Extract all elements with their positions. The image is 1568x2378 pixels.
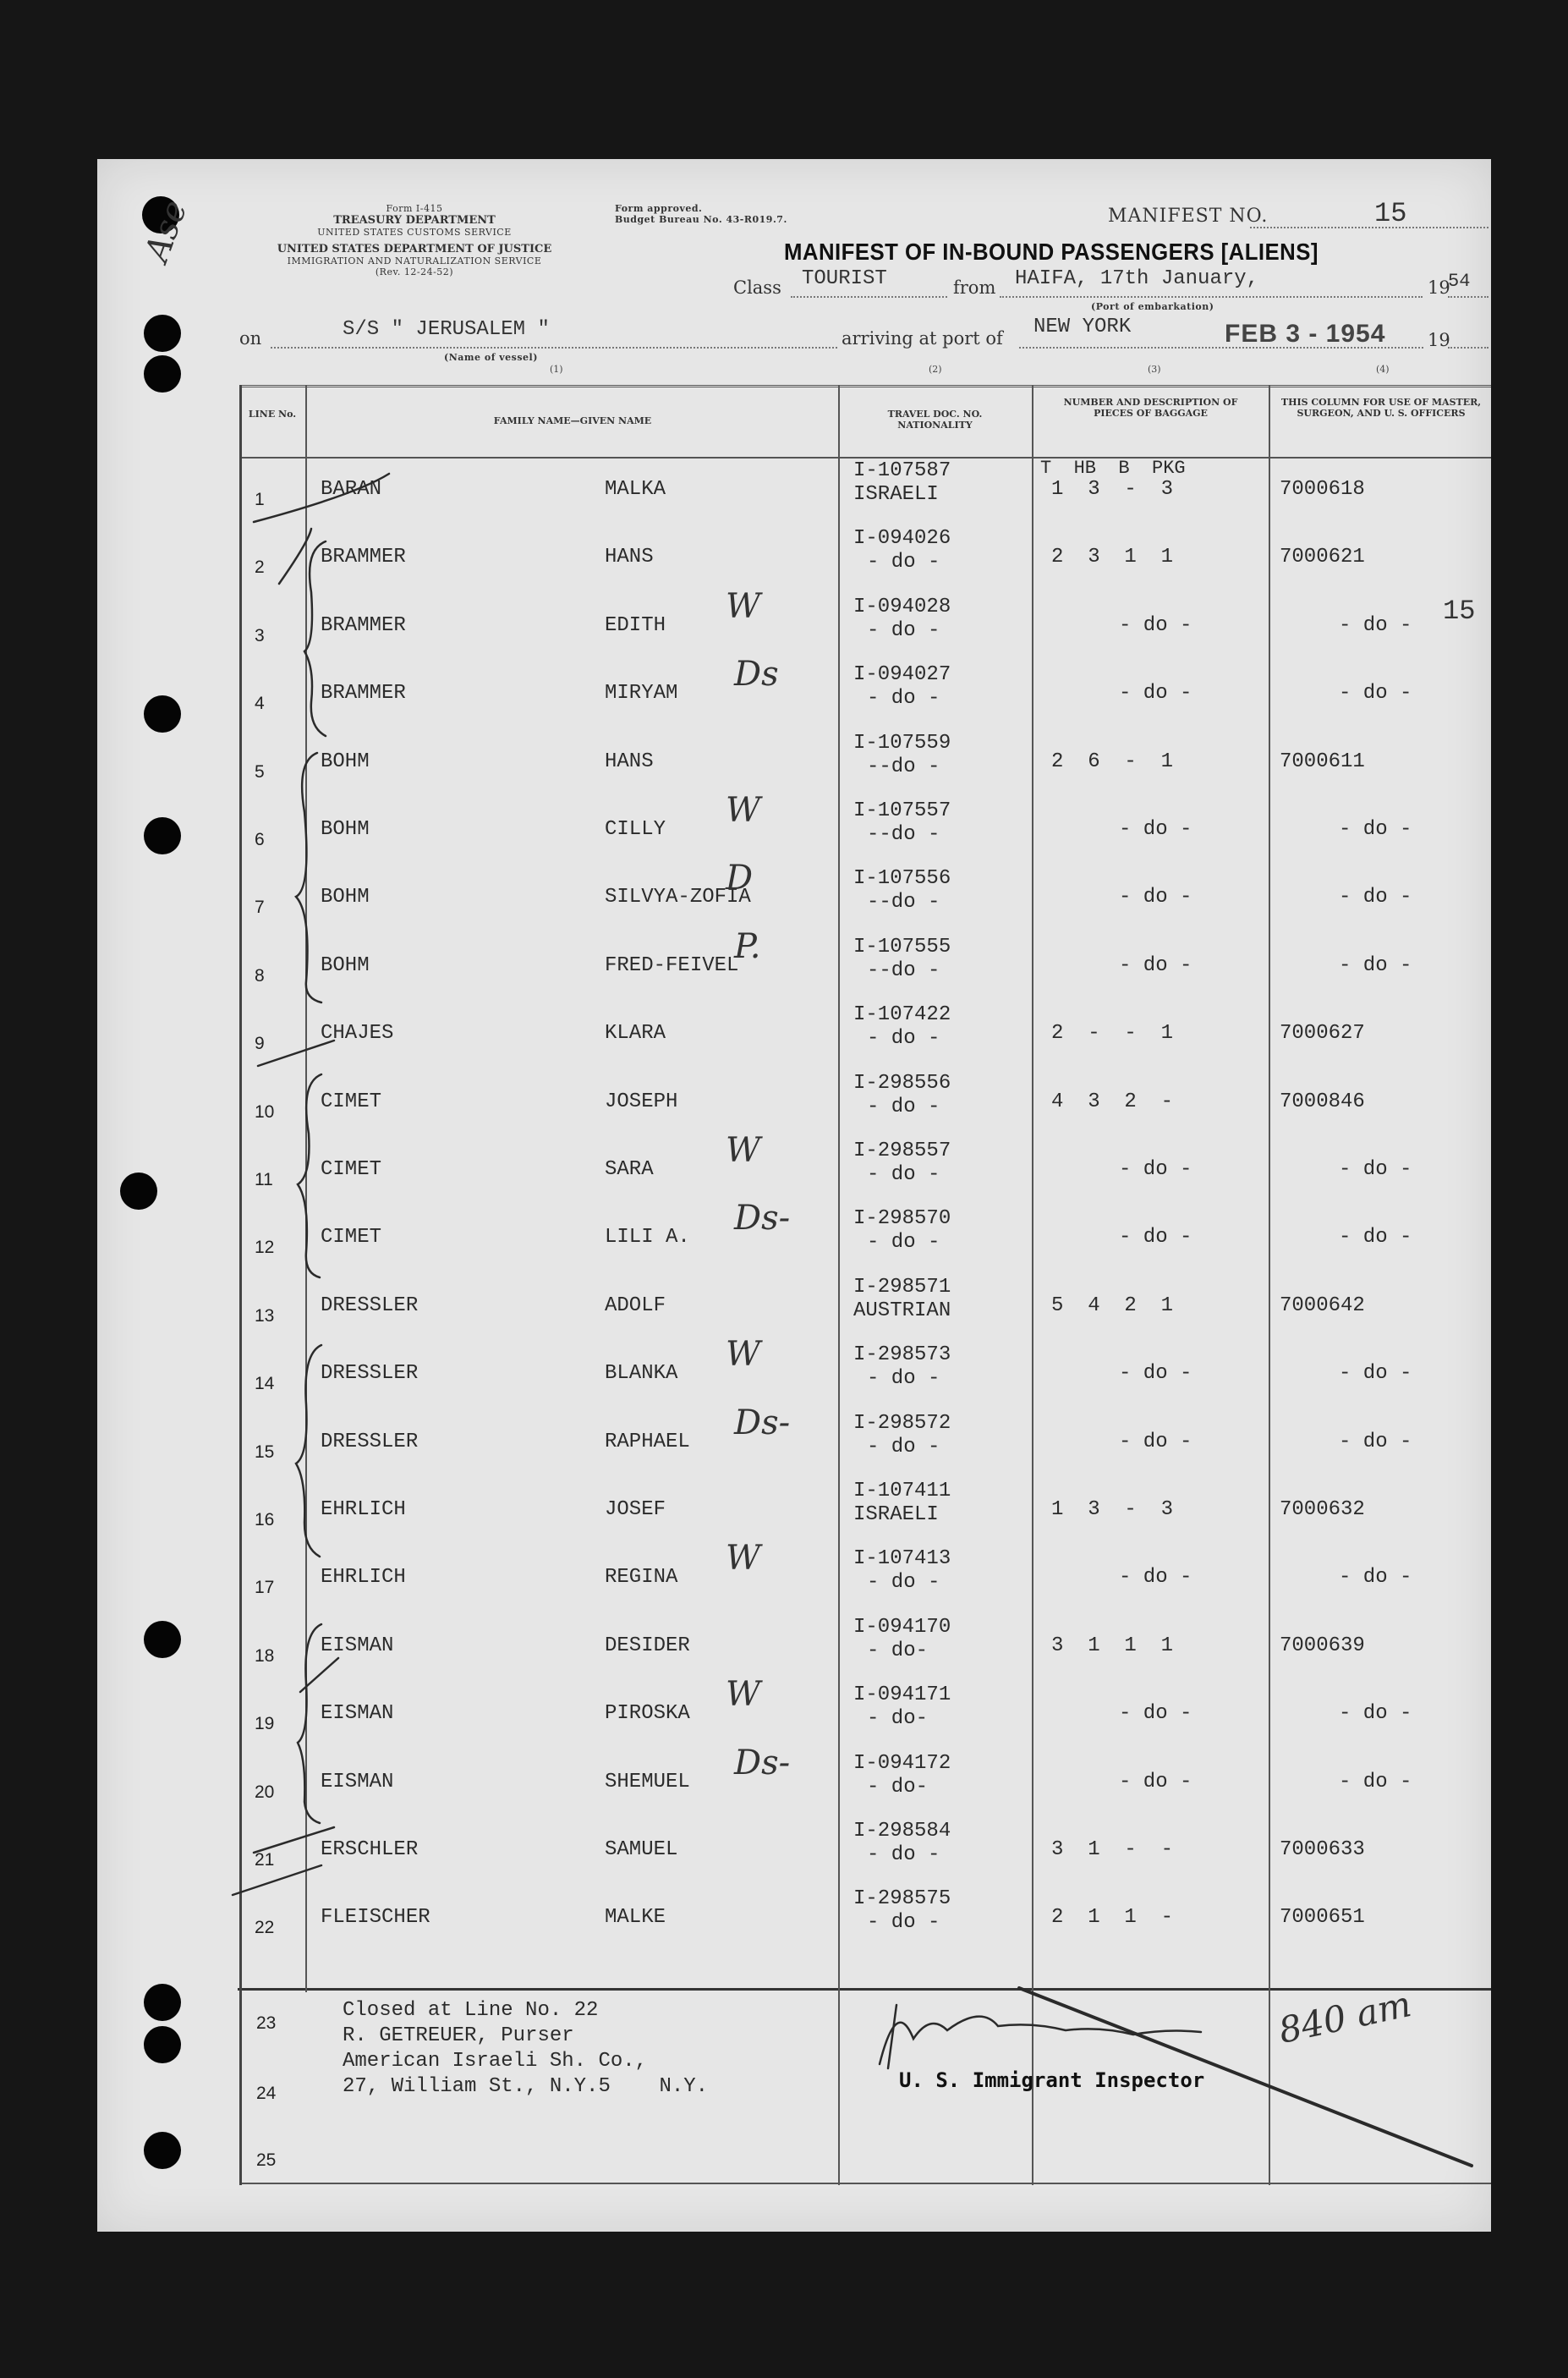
nationality: - do - (867, 1163, 940, 1186)
line-number: 12 (255, 1238, 275, 1258)
nationality: - do- (867, 1639, 929, 1662)
officer-number: 7000639 (1280, 1634, 1365, 1657)
family-bracket (296, 1345, 321, 1557)
given-name: HANS (605, 750, 654, 773)
cancel-line (1019, 1988, 1472, 2166)
travel-doc-number: I-094028 (853, 595, 951, 618)
form-approved: Form approved. (615, 203, 703, 214)
line-number: 10 (255, 1101, 275, 1122)
top-margin-handwriting: Ase (137, 195, 195, 267)
pen-stroke (258, 1041, 334, 1066)
pen-stroke (254, 474, 389, 522)
given-name: DESIDER (605, 1634, 690, 1657)
officer-number: - do - (1339, 1770, 1412, 1793)
officer-number: - do - (1339, 886, 1412, 909)
baggage: - do - (1119, 1226, 1192, 1249)
line-number: 25 (256, 2150, 277, 2170)
baggage: - do - (1119, 1702, 1192, 1726)
travel-doc-number: I-094027 (853, 663, 951, 687)
baggage: 5 4 2 1 (1051, 1293, 1174, 1317)
purser-name: R. GETREUER, Purser (343, 2024, 574, 2047)
family-name: FLEISCHER (321, 1906, 430, 1930)
line-number: 23 (256, 2013, 277, 2033)
nationality: - do - (867, 1571, 940, 1595)
travel-doc-number: I-094026 (853, 527, 951, 551)
handwritten-mark: Ds- (734, 1403, 791, 1442)
nationality: - do - (867, 687, 940, 711)
family-name: BOHM (321, 953, 370, 977)
handwritten-mark: Ds (734, 655, 779, 695)
header-travel-doc: TRAVEL DOC. NO. NATIONALITY (887, 409, 983, 431)
given-name: JOSEPH (605, 1090, 678, 1113)
travel-doc-number: I-298572 (853, 1411, 951, 1435)
baggage-subheads: T HB B PKG (1040, 458, 1186, 479)
given-name: SARA (605, 1158, 654, 1181)
family-name: EISMAN (321, 1770, 394, 1793)
family-bracket (298, 1624, 321, 1823)
manifest-number-label: MANIFEST NO. (1108, 206, 1269, 227)
travel-doc-number: I-107557 (853, 799, 951, 822)
given-name: CILLY (605, 818, 666, 841)
officer-number: 7000621 (1280, 546, 1365, 569)
col-number-4: (4) (1376, 364, 1390, 375)
baggage: - do - (1119, 682, 1192, 706)
form-number: Form I-415 (386, 203, 443, 214)
arrival-port: NEW YORK (1033, 316, 1132, 338)
line-number: 20 (255, 1782, 275, 1802)
line-number: 2 (255, 557, 265, 578)
nationality: --do - (867, 958, 940, 982)
given-name: KLARA (605, 1022, 666, 1046)
officer-number: - do - (1339, 1158, 1412, 1181)
header-family-name: FAMILY NAME—GIVEN NAME (493, 415, 652, 426)
family-name: DRESSLER (321, 1430, 419, 1453)
line-number: 11 (255, 1170, 273, 1189)
handwritten-mark: W (726, 586, 761, 626)
line-number: 8 (255, 965, 265, 986)
officer-number: - do - (1339, 818, 1412, 841)
nationality: - do - (867, 1367, 940, 1391)
family-name: BARAN (321, 478, 382, 501)
class-value: TOURIST (802, 267, 887, 290)
justice-department: UNITED STATES DEPARTMENT OF JUSTICE (277, 243, 552, 255)
family-name: BOHM (321, 818, 370, 841)
handwritten-mark: W (726, 791, 761, 830)
baggage: - do - (1119, 1770, 1192, 1793)
officer-number: 7000633 (1280, 1838, 1365, 1861)
header-officers: THIS COLUMN FOR USE OF MASTER, SURGEON, AND U. S. OFFICERS (1280, 397, 1482, 419)
travel-doc-number: I-094172 (853, 1751, 951, 1775)
family-bracket (296, 753, 321, 1002)
line-number: 16 (255, 1510, 275, 1529)
family-name: EHRLICH (321, 1498, 406, 1521)
nationality: - do - (867, 1911, 940, 1935)
given-name: RAPHAEL (605, 1430, 690, 1453)
embarkation-port: HAIFA, 17th January, (1015, 267, 1259, 290)
line-number: 13 (255, 1305, 275, 1326)
vessel-name: S/S " JERUSALEM " (343, 318, 550, 341)
handwritten-mark: W (726, 1675, 761, 1715)
given-name: SHEMUEL (605, 1770, 690, 1793)
family-name: CIMET (321, 1226, 382, 1249)
officer-number: 7000611 (1280, 750, 1365, 773)
pen-stroke (279, 529, 311, 584)
manifest-title: MANIFEST OF IN-BOUND PASSENGERS [ALIENS] (784, 239, 1319, 265)
nationality: - do- (867, 1775, 929, 1799)
closing-line: Closed at Line No. 22 (343, 1999, 599, 2022)
family-bracket (298, 1074, 321, 1277)
immigrant-inspector-stamp: U. S. Immigrant Inspector (899, 2068, 1205, 2092)
handwritten-mark: P. (734, 926, 761, 966)
travel-doc-number: I-094170 (853, 1615, 951, 1639)
line-number: 5 (255, 761, 265, 782)
baggage: - do - (1119, 818, 1192, 841)
given-name: MALKE (605, 1906, 666, 1930)
baggage: - do - (1119, 886, 1192, 909)
family-name: BRAMMER (321, 682, 406, 706)
travel-doc-number: I-298584 (853, 1820, 951, 1843)
line-number: 24 (256, 2084, 277, 2103)
nationality: ISRAELI (853, 483, 939, 506)
header-baggage: NUMBER AND DESCRIPTION OF PIECES OF BAGGAGE (1063, 397, 1238, 419)
travel-doc-number: I-298557 (853, 1140, 951, 1162)
baggage: 2 1 1 - (1051, 1906, 1174, 1930)
class-label: Class (733, 277, 781, 298)
family-name: CIMET (321, 1158, 382, 1181)
nationality: ISRAELI (853, 1503, 939, 1526)
officer-number: 7000651 (1280, 1906, 1365, 1930)
year-prefix: 19 (1428, 330, 1450, 350)
line-number: 4 (255, 694, 265, 714)
line-number: 14 (255, 1374, 275, 1394)
travel-doc-number: I-298575 (853, 1887, 951, 1911)
given-name: SAMUEL (605, 1838, 678, 1861)
officer-number: - do - (1339, 1566, 1412, 1590)
family-name: BOHM (321, 886, 370, 909)
vessel-caption: (Name of vessel) (444, 352, 538, 363)
travel-doc-number: I-298556 (853, 1071, 951, 1095)
handwritten-mark: Ds- (734, 1743, 791, 1782)
family-name: EISMAN (321, 1702, 394, 1726)
nationality: - do - (867, 1843, 940, 1866)
baggage: - do - (1119, 1362, 1192, 1386)
officer-number: - do - (1339, 613, 1412, 637)
company-address: 27, William St., N.Y.5 N.Y. (343, 2075, 709, 2098)
handwritten-mark: W (726, 1335, 761, 1375)
arriving-label: arriving at port of (842, 328, 1003, 349)
handwritten-mark: Ds- (734, 1199, 791, 1238)
nationality: --do - (867, 891, 940, 914)
baggage: 2 6 - 1 (1051, 750, 1174, 773)
baggage: 4 3 2 - (1051, 1090, 1174, 1113)
revision-date: (Rev. 12-24-52) (375, 266, 454, 277)
given-name: REGINA (605, 1566, 678, 1590)
officer-number: 7000642 (1280, 1293, 1365, 1317)
baggage: 1 3 - 3 (1051, 1498, 1174, 1521)
handwritten-mark: W (726, 1131, 761, 1170)
family-name: ERSCHLER (321, 1838, 419, 1861)
family-name: BOHM (321, 750, 370, 773)
travel-doc-number: I-107559 (853, 731, 951, 755)
travel-doc-number: I-107555 (853, 935, 951, 958)
given-name: PIROSKA (605, 1702, 690, 1726)
officer-number: 7000846 (1280, 1090, 1365, 1113)
nationality: - do - (867, 618, 940, 642)
given-name: SILVYA-ZOFIA (605, 886, 751, 909)
nationality: AUSTRIAN (853, 1299, 951, 1322)
col-number-1: (1) (550, 364, 563, 375)
given-name: MIRYAM (605, 682, 678, 706)
officer-number: - do - (1339, 682, 1412, 706)
line-number: 3 (255, 625, 265, 645)
family-name: BRAMMER (321, 613, 406, 637)
line-number: 1 (255, 490, 265, 509)
handwritten-mark: W (726, 1539, 761, 1579)
officer-number: - do - (1339, 1702, 1412, 1726)
on-label: on (239, 328, 262, 349)
line-number: 19 (255, 1714, 275, 1734)
from-label: from (953, 277, 996, 298)
header-line-no: LINE No. (248, 409, 297, 420)
officer-number: 7000632 (1280, 1498, 1365, 1521)
line-number: 7 (255, 898, 265, 918)
baggage: - do - (1119, 1158, 1192, 1181)
travel-doc-number: I-094171 (853, 1683, 951, 1707)
family-name: DRESSLER (321, 1293, 419, 1317)
col-number-3: (3) (1148, 364, 1161, 375)
budget-bureau: Budget Bureau No. 43-R019.7. (615, 214, 787, 225)
arrival-date-stamp: FEB 3 - 1954 (1225, 320, 1386, 348)
officer-number: 7000618 (1280, 478, 1365, 501)
given-name: HANS (605, 546, 654, 569)
nationality: --do - (867, 755, 940, 778)
nationality: --do - (867, 823, 940, 846)
col-number-2: (2) (929, 364, 942, 375)
family-name: EHRLICH (321, 1566, 406, 1590)
treasury-department: TREASURY DEPARTMENT (333, 214, 496, 227)
baggage: - do - (1119, 953, 1192, 977)
travel-doc-number: I-107413 (853, 1547, 951, 1571)
manifest-number: 15 (1374, 198, 1407, 229)
baggage: 1 3 - 3 (1051, 478, 1174, 501)
nationality: - do - (867, 1231, 940, 1255)
family-name: CIMET (321, 1090, 382, 1113)
travel-doc-number: I-107422 (853, 1003, 951, 1027)
baggage: 3 1 1 1 (1051, 1634, 1174, 1657)
nationality: - do - (867, 1027, 940, 1051)
nationality: - do - (867, 1095, 940, 1118)
nationality: - do - (867, 1435, 940, 1458)
handwritten-mark: D (726, 859, 754, 898)
line-number: 21 (255, 1850, 275, 1870)
officer-number: - do - (1339, 953, 1412, 977)
margin-page-number: 15 (1443, 596, 1476, 627)
nationality: - do - (867, 551, 940, 574)
line-number: 18 (255, 1645, 275, 1666)
nationality: - do- (867, 1707, 929, 1731)
officer-number: - do - (1339, 1226, 1412, 1249)
baggage: 2 3 1 1 (1051, 546, 1174, 569)
travel-doc-number: I-107556 (853, 867, 951, 891)
baggage: - do - (1119, 1430, 1192, 1453)
family-name: CHAJES (321, 1022, 394, 1046)
officer-number: - do - (1339, 1430, 1412, 1453)
travel-doc-number: I-107587 (853, 459, 951, 482)
officer-number: - do - (1339, 1362, 1412, 1386)
family-name: DRESSLER (321, 1362, 419, 1386)
given-name: FRED-FEIVEL (605, 953, 739, 977)
port-of-embarkation-caption: (Port of embarkation) (1091, 301, 1214, 312)
given-name: LILI A. (605, 1226, 690, 1249)
company-name: American Israeli Sh. Co., (343, 2050, 648, 2073)
given-name: JOSEF (605, 1498, 666, 1521)
travel-doc-number: I-298573 (853, 1343, 951, 1367)
line-number: 15 (255, 1442, 275, 1462)
travel-doc-number: I-298570 (853, 1207, 951, 1231)
line-number: 17 (255, 1578, 275, 1598)
family-name: BRAMMER (321, 546, 406, 569)
line-number: 9 (255, 1034, 265, 1054)
customs-service: UNITED STATES CUSTOMS SERVICE (317, 227, 512, 238)
officer-number: 7000627 (1280, 1022, 1365, 1046)
baggage: 2 - - 1 (1051, 1022, 1174, 1046)
arrival-time-note: 840 am (1275, 1983, 1415, 2051)
line-number: 22 (255, 1918, 275, 1938)
pen-stroke (233, 1865, 321, 1895)
year-suffix: 54 (1448, 271, 1471, 292)
family-bracket (304, 541, 326, 736)
baggage: - do - (1119, 1566, 1192, 1590)
given-name: MALKA (605, 478, 666, 501)
given-name: EDITH (605, 613, 666, 637)
baggage: - do - (1119, 613, 1192, 637)
line-number: 6 (255, 830, 265, 849)
travel-doc-number: I-107411 (853, 1480, 951, 1502)
given-name: ADOLF (605, 1293, 666, 1317)
immigration-service: IMMIGRATION AND NATURALIZATION SERVICE (287, 255, 542, 266)
baggage: 3 1 - - (1051, 1838, 1174, 1861)
family-name: EISMAN (321, 1634, 394, 1657)
pen-stroke (254, 1827, 334, 1853)
given-name: BLANKA (605, 1362, 678, 1386)
travel-doc-number: I-298571 (853, 1275, 951, 1299)
year-prefix: 19 (1428, 277, 1450, 298)
